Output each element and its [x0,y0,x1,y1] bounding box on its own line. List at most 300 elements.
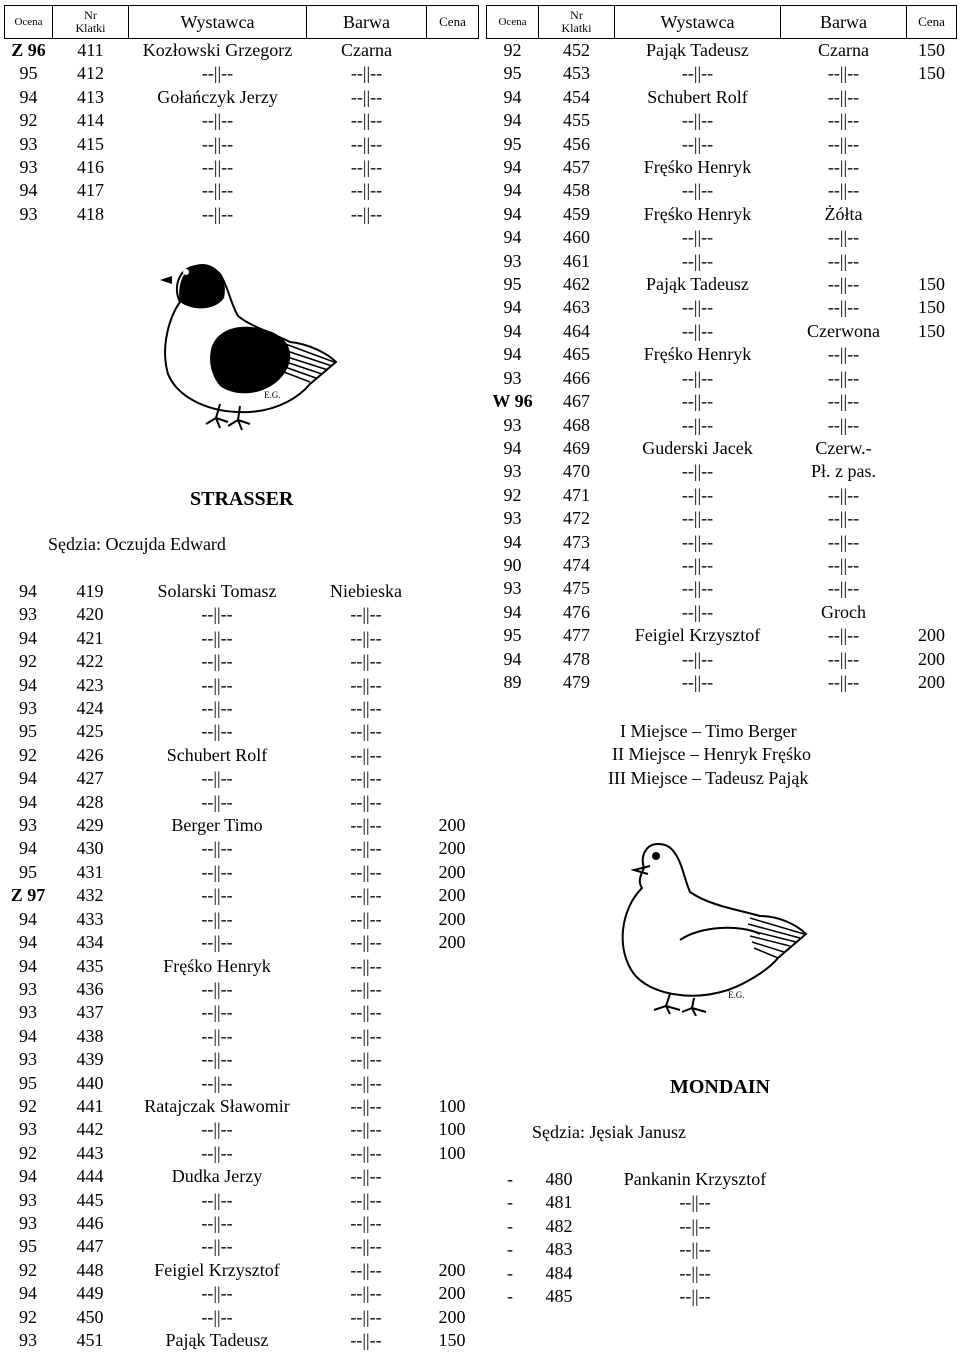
table-row [487,507,957,530]
barwa-cell: --||-- [827,227,860,248]
ocena-cell: 93 [19,1189,37,1210]
wystawca-cell: --||-- [201,157,234,178]
nr-cell: 453 [563,63,590,84]
wystawca-cell: --||-- [201,838,233,859]
cena-cell [427,39,479,63]
left-bottom-table [4,580,478,1352]
wystawca-cell: --||-- [679,1239,711,1260]
cena-cell: 100 [438,1095,466,1116]
cena-cell [426,1072,478,1095]
barwa-cell: --||-- [350,721,382,742]
cena-cell [907,226,957,249]
wystawca-cell: --||-- [201,791,233,812]
cena-cell: 200 [918,671,945,692]
wystawca-cell: --||-- [681,461,714,482]
barwa-cell: --||-- [350,744,382,765]
barwa-cell: --||-- [827,344,860,365]
wystawca-cell: --||-- [681,367,714,388]
nr-cell: 480 [545,1169,573,1189]
cena-cell [426,650,478,673]
nr-cell: 439 [76,1049,104,1070]
barwa-cell: --||-- [350,698,382,719]
barwa-cell: --||-- [827,484,860,505]
nr-cell: 436 [76,978,104,999]
wystawca-cell: --||-- [681,133,714,154]
nr-cell: 441 [76,1095,104,1116]
nr-cell: 420 [76,604,104,625]
nr-cell: 437 [76,1002,104,1023]
wystawca-cell: --||-- [201,133,234,154]
nr-cell: 445 [76,1189,104,1210]
barwa-cell: --||-- [827,86,860,107]
ocena-cell: 93 [19,1119,37,1140]
nr-cell: 482 [545,1215,573,1236]
strasser-pigeon-illustration [150,246,346,436]
ocena-cell: 94 [19,838,37,859]
cena-cell [427,109,479,132]
ocena-cell: W 96 [492,391,533,412]
nr-cell: 456 [563,133,590,154]
ocena-cell: 94 [503,601,522,622]
left-column [4,5,478,226]
ocena-cell: - [507,1169,513,1189]
cena-cell: 150 [918,63,945,84]
ocena-cell: 94 [19,1283,37,1304]
wystawca-cell: --||-- [681,180,714,201]
cena-cell [907,343,957,366]
nr-cell: 473 [563,531,590,552]
cena-cell [907,156,957,179]
nr-cell: 479 [563,671,590,692]
wystawca-cell: Schubert Rolf [166,744,268,765]
table-row [487,39,957,63]
cena-cell [426,627,478,650]
barwa-cell: --||-- [350,1095,382,1116]
nr-cell: 462 [563,274,590,295]
cena-cell [426,1165,478,1188]
header-wystawca: Wystawca [129,6,307,39]
cena-cell [427,156,479,179]
nr-cell: 464 [563,320,590,341]
wystawca-cell: --||-- [201,674,233,695]
cena-cell: 200 [438,861,466,882]
nr-cell: 440 [76,1072,104,1093]
wystawca-cell: --||-- [201,1306,233,1327]
ocena-cell: - [507,1286,513,1307]
table-row [486,1238,806,1261]
cena-cell [426,1189,478,1212]
left-bottom-column [4,580,478,1352]
nr-cell: 418 [77,203,104,224]
nr-cell: 470 [563,461,590,482]
barwa-cell: --||-- [350,791,382,812]
table-row [487,624,957,647]
ocena-cell: 94 [19,908,37,929]
ocena-cell: 94 [503,180,522,201]
cena-cell [426,580,478,603]
table-header [5,6,479,39]
ocena-cell: 93 [19,203,38,224]
wystawca-cell: --||-- [201,908,233,929]
barwa-cell: --||-- [350,1236,382,1257]
table-row [487,601,957,624]
barwa-cell: --||-- [350,1283,382,1304]
wystawca-cell: --||-- [201,1072,233,1093]
barwa-cell: --||-- [350,1330,382,1350]
nr-cell: 481 [545,1192,573,1213]
nr-cell: 422 [76,651,104,672]
nr-cell: 467 [563,391,590,412]
nr-cell: 451 [76,1330,104,1350]
cena-cell [907,414,957,437]
ocena-cell: 94 [503,157,522,178]
nr-cell: 463 [563,297,590,318]
cena-cell [426,1212,478,1235]
table-row [4,1048,478,1071]
ocena-cell: 92 [19,651,37,672]
ocena-cell: 93 [503,578,522,599]
table-row [487,273,957,296]
nr-cell: 426 [76,744,104,765]
barwa-cell: --||-- [350,180,383,201]
cena-cell: 200 [438,908,466,929]
table-row [4,767,478,790]
wystawca-cell: Fręśko Henryk [643,344,752,365]
barwa-cell: --||-- [827,157,860,178]
ocena-cell: 95 [503,133,522,154]
ocena-cell: 94 [503,648,522,669]
wystawca-cell: Fręśko Henryk [643,203,752,224]
nr-cell: 458 [563,180,590,201]
barwa-cell: Pł. z pas. [811,461,876,482]
cena-cell [427,179,479,202]
wystawca-cell: --||-- [681,391,714,412]
right-column [486,5,956,694]
ocena-cell: 95 [503,274,522,295]
wystawca-cell: --||-- [201,698,233,719]
ocena-cell: 92 [19,1306,37,1327]
wystawca-cell: --||-- [201,1002,233,1023]
place-third: III Miejsce – Tadeusz Pająk [608,767,809,788]
ocena-cell: 92 [503,40,522,60]
barwa-cell: --||-- [350,133,383,154]
table-row [4,1259,478,1282]
barwa-cell: --||-- [827,414,860,435]
wystawca-cell: Dudka Jerzy [171,1166,263,1187]
cena-cell [427,133,479,156]
wystawca-cell: Pająk Tadeusz [646,274,749,295]
ocena-cell: 94 [19,932,37,953]
wystawca-cell: Kozłowski Grzegorz [142,40,293,60]
ocena-cell: 92 [19,1095,37,1116]
table-row [4,1118,478,1141]
barwa-cell: --||-- [350,1025,382,1046]
table-row [4,1001,478,1024]
cena-cell: 200 [438,1259,466,1280]
wystawca-cell: Feigiel Krzysztof [634,625,761,646]
ocena-cell: 94 [19,1166,37,1187]
cena-cell: 200 [438,838,466,859]
ocena-cell: 95 [19,1072,37,1093]
cena-cell [426,697,478,720]
wystawca-cell: --||-- [201,861,233,882]
table-row [486,1285,806,1308]
mondain-column [486,1168,806,1308]
nr-cell: 483 [545,1239,573,1260]
nr-cell: 485 [545,1286,573,1307]
ocena-cell: Z 97 [10,885,46,906]
table-row [4,650,478,673]
barwa-cell: --||-- [350,110,383,131]
wystawca-cell: --||-- [201,180,234,201]
nr-cell: 413 [77,86,104,107]
table-row [487,484,957,507]
table-row [487,460,957,483]
table-row [5,203,479,226]
barwa-cell: --||-- [350,86,383,107]
wystawca-cell: --||-- [681,578,714,599]
cena-cell [907,507,957,530]
cena-cell: 200 [438,815,466,836]
header-ocena: Ocena [5,6,53,39]
nr-cell: 452 [563,40,590,60]
barwa-cell: Czerw.- [815,437,872,458]
table-row [487,414,957,437]
table-row [487,531,957,554]
cena-cell [426,767,478,790]
nr-cell: 477 [563,625,590,646]
table-row [4,1329,478,1352]
ocena-cell: 90 [503,554,522,575]
ocena-cell: 95 [19,63,38,84]
barwa-cell: --||-- [827,297,860,318]
nr-cell: 443 [76,1142,104,1163]
cena-cell [907,460,957,483]
cena-cell [907,133,957,156]
left-table [4,5,479,226]
cena-cell: 200 [918,648,945,669]
ocena-cell: 93 [503,508,522,529]
wystawca-cell: --||-- [201,768,233,789]
wystawca-cell: Fręśko Henryk [643,157,752,178]
nr-cell: 417 [77,180,104,201]
nr-cell: 476 [563,601,590,622]
cena-cell [426,955,478,978]
ocena-cell: 93 [19,698,37,719]
cena-cell [426,1048,478,1071]
barwa-cell: --||-- [350,1166,382,1187]
barwa-cell: --||-- [350,861,382,882]
table-row [487,390,957,413]
ocena-cell: 94 [503,531,522,552]
barwa-cell: --||-- [350,1189,382,1210]
nr-cell: 423 [76,674,104,695]
cena-cell [427,62,479,85]
barwa-cell: --||-- [827,531,860,552]
cena-cell [907,577,957,600]
left-top-rows [5,39,479,227]
cena-cell: 200 [438,932,466,953]
wystawca-cell: Fręśko Henryk [163,955,271,976]
table-row [487,86,957,109]
ocena-cell: 95 [19,1236,37,1257]
cena-cell: 100 [438,1142,466,1163]
strasser-signature: E.G. [264,390,281,400]
nr-cell: 454 [563,86,590,107]
wystawca-cell: Gołańczyk Jerzy [157,86,278,107]
nr-cell: 471 [563,484,590,505]
barwa-cell: --||-- [350,1259,382,1280]
place-second: II Miejsce – Henryk Fręśko [612,744,811,765]
barwa-cell: --||-- [350,815,382,836]
wystawca-cell: Guderski Jacek [642,437,753,458]
header-nr-line2: Klatki [561,21,592,35]
nr-cell: 434 [76,932,104,953]
header-nr [53,6,129,39]
table-row [5,86,479,109]
wystawca-cell: --||-- [681,414,714,435]
wystawca-cell: --||-- [681,508,714,529]
nr-cell: 433 [76,908,104,929]
left-bottom-rows [4,580,478,1352]
wystawca-cell: --||-- [681,648,714,669]
wystawca-cell: --||-- [201,1212,233,1233]
cena-cell [907,86,957,109]
table-row [4,1235,478,1258]
table-row [487,320,957,343]
wystawca-cell: --||-- [681,110,714,131]
wystawca-cell: --||-- [201,110,234,131]
table-row [486,1168,806,1191]
barwa-cell: --||-- [350,63,383,84]
table-row [487,179,957,202]
wystawca-cell: --||-- [201,203,234,224]
ocena-cell: Z 96 [11,40,46,60]
nr-cell: 415 [77,133,104,154]
barwa-cell: --||-- [350,604,382,625]
wystawca-cell: --||-- [201,1025,233,1046]
nr-cell: 432 [76,885,104,906]
ocena-cell: 94 [19,674,37,695]
ocena-cell: 93 [503,367,522,388]
ocena-cell: 94 [19,180,38,201]
ocena-cell: 94 [503,344,522,365]
ocena-cell: 94 [19,768,37,789]
header-barwa: Barwa [781,6,907,39]
cena-cell [907,484,957,507]
nr-cell: 461 [563,250,590,271]
ocena-cell: 93 [19,133,38,154]
cena-cell [426,1001,478,1024]
ocena-cell: - [507,1192,513,1213]
barwa-cell: Groch [821,601,866,622]
barwa-cell: Czarna [818,40,869,60]
ocena-cell: 93 [503,414,522,435]
cena-cell: 200 [438,1283,466,1304]
table-row [4,580,478,603]
wystawca-cell: --||-- [681,320,714,341]
table-row [487,109,957,132]
table-row [4,884,478,907]
nr-cell: 421 [76,627,104,648]
barwa-cell: --||-- [827,250,860,271]
nr-cell: 457 [563,157,590,178]
wystawca-cell: Solarski Tomasz [157,581,277,601]
cena-cell [426,744,478,767]
ocena-cell: 94 [19,581,37,601]
barwa-cell: Żółta [824,203,863,224]
barwa-cell: --||-- [827,671,860,692]
barwa-cell: --||-- [350,955,382,976]
table-row [4,978,478,1001]
nr-cell: 419 [76,581,104,601]
nr-cell: 412 [77,63,104,84]
table-row [487,203,957,226]
cena-cell [907,437,957,460]
table-row [486,1215,806,1238]
cena-cell [426,603,478,626]
cena-cell [907,390,957,413]
wystawca-cell: Schubert Rolf [647,86,748,107]
nr-cell: 459 [563,203,590,224]
barwa-cell: --||-- [827,578,860,599]
wystawca-cell: --||-- [201,1189,233,1210]
barwa-cell: --||-- [827,367,860,388]
table-row [487,577,957,600]
nr-cell: 438 [76,1025,104,1046]
table-row [4,1072,478,1095]
table-row [5,62,479,85]
place-first: I Miejsce – Timo Berger [620,721,797,741]
places-list [608,720,811,790]
nr-cell: 431 [76,861,104,882]
ocena-cell: 94 [19,955,37,976]
cena-cell [426,674,478,697]
cena-cell: 200 [438,1306,466,1327]
ocena-cell: 94 [503,437,522,458]
table-row [4,674,478,697]
ocena-cell: - [507,1215,513,1236]
nr-cell: 450 [76,1306,104,1327]
barwa-cell: --||-- [827,180,860,201]
table-row [4,1142,478,1165]
nr-cell: 429 [76,815,104,836]
cena-cell [907,601,957,624]
table-row [4,837,478,860]
header-barwa: Barwa [307,6,427,39]
barwa-cell: --||-- [350,651,382,672]
table-row [486,1262,806,1285]
table-row [4,1165,478,1188]
cena-cell [426,720,478,743]
wystawca-cell: --||-- [681,227,714,248]
ocena-cell: 93 [19,1212,37,1233]
table-row [4,1212,478,1235]
barwa-cell: --||-- [350,838,382,859]
wystawca-cell: Pankanin Krzysztof [623,1169,767,1189]
ocena-cell: 94 [19,86,38,107]
header-nr [539,6,615,39]
table-row [4,627,478,650]
wystawca-cell: --||-- [201,885,233,906]
ocena-cell: 93 [19,1330,37,1350]
table-row [487,437,957,460]
cena-cell [907,367,957,390]
ocena-cell: 93 [503,250,522,271]
barwa-cell: --||-- [827,625,860,646]
wystawca-cell: --||-- [201,1236,233,1257]
wystawca-cell: --||-- [681,63,714,84]
